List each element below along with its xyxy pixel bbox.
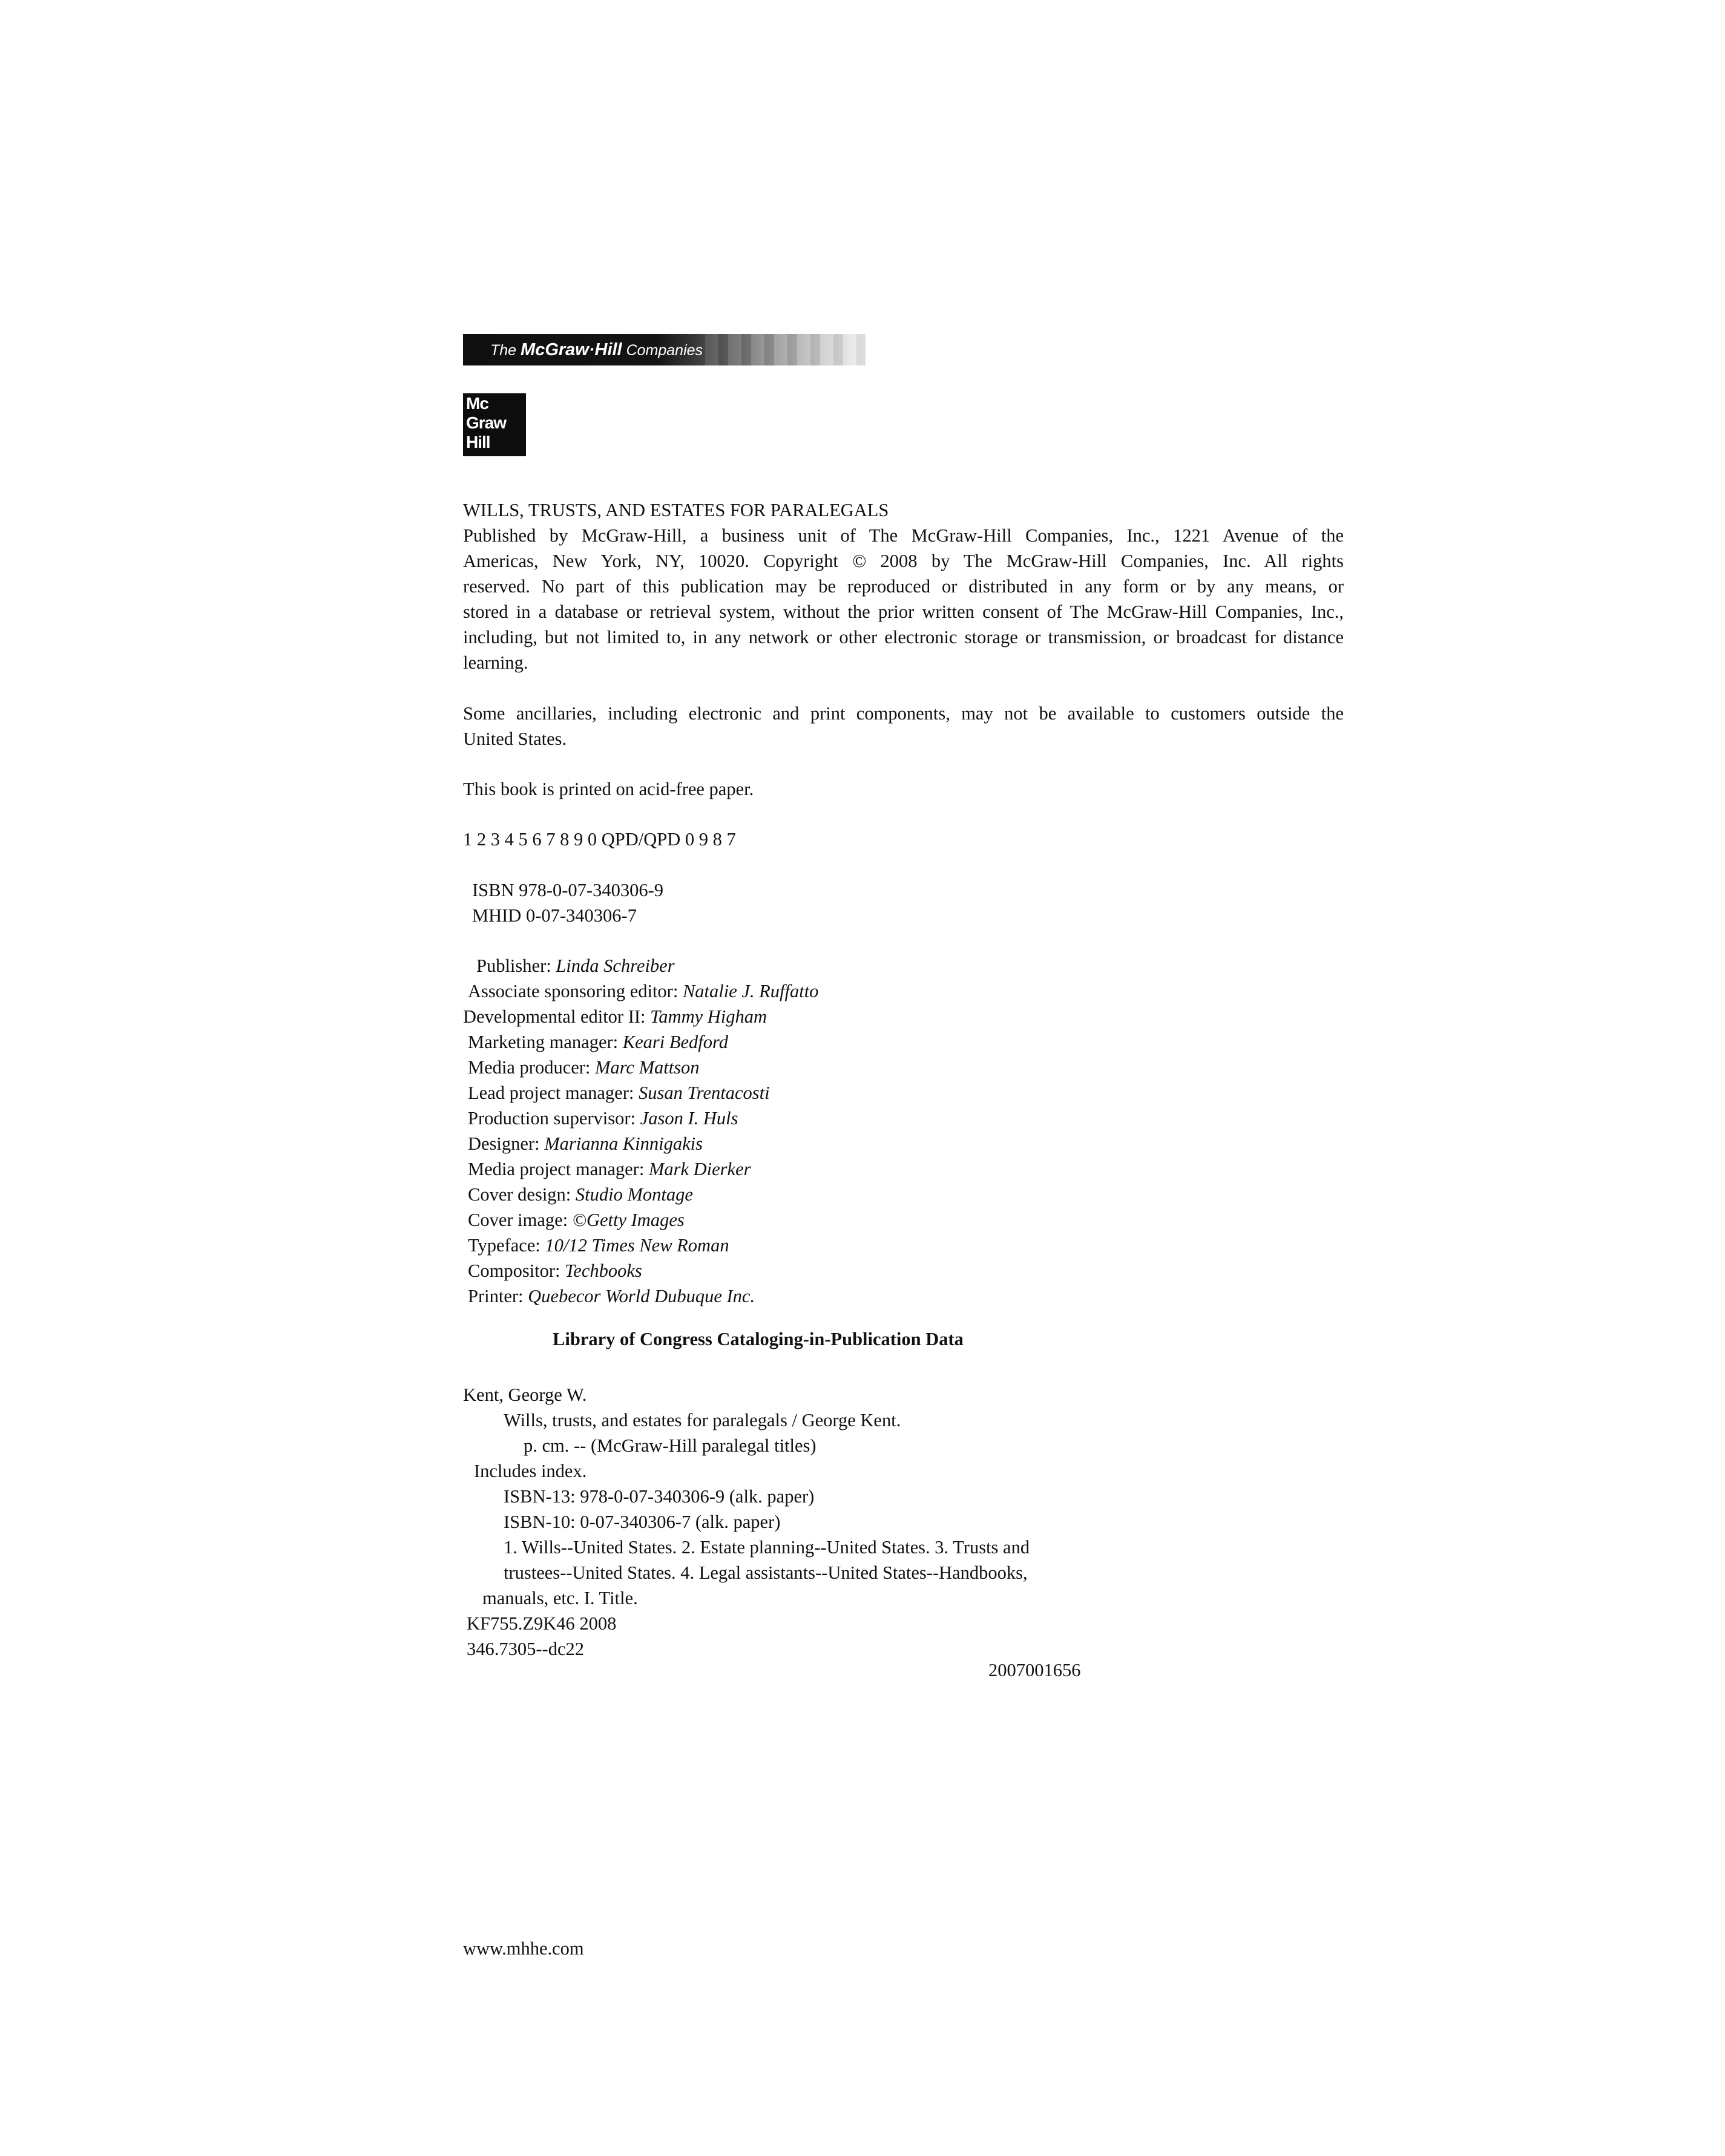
credit-production-supervisor: Production supervisor: Jason I. Huls <box>468 1108 738 1129</box>
credit-typeface: Typeface: 10/12 Times New Roman <box>468 1235 729 1256</box>
credit-associate-sponsoring-editor: Associate sponsoring editor: Natalie J. Ruffatto <box>468 981 819 1001</box>
banner-gradient-stripes <box>705 334 866 365</box>
copyright-line: reserved. No part of this publication may be reproduced or distributed in any form or by any means, or <box>463 576 1344 597</box>
credit-printer: Printer: Quebecor World Dubuque Inc. <box>468 1286 755 1306</box>
mcgraw-hill-logo <box>463 393 526 456</box>
logo-line-3: Hill <box>466 433 490 451</box>
cip-author: Kent, George W. <box>463 1384 587 1405</box>
cip-record <box>463 1382 1030 1662</box>
credit-media-producer: Media producer: Marc Mattson <box>468 1057 700 1078</box>
cip-title: Wills, trusts, and estates for paralegals / George Kent. <box>504 1410 901 1430</box>
credit-cover-image: Cover image: ©Getty Images <box>468 1210 685 1230</box>
credit-lead-project-manager: Lead project manager: Susan Trentacosti <box>468 1083 770 1103</box>
cip-subjects: 1. Wills--United States. 2. Estate planning--United States. 3. Trusts and <box>504 1537 1030 1558</box>
cip-isbn13: ISBN-13: 978-0-07-340306-9 (alk. paper) <box>504 1486 815 1507</box>
banner-brand: McGraw·Hill <box>521 340 622 359</box>
credits-list <box>463 953 818 1309</box>
isbn: ISBN 978-0-07-340306-9 <box>472 880 663 900</box>
credit-marketing-manager: Marketing manager: Keari Bedford <box>468 1032 728 1052</box>
copyright-notice <box>463 497 1344 675</box>
copyright-line: learning. <box>463 652 528 673</box>
credit-publisher: Publisher: Linda Schreiber <box>476 955 675 976</box>
banner-prefix: The <box>490 342 521 359</box>
footer-url: www.mhhe.com <box>463 1938 584 1959</box>
banner-text <box>490 340 703 360</box>
logo-line-1: Mc <box>466 394 488 413</box>
print-line: 1 2 3 4 5 6 7 8 9 0 QPD/QPD 0 9 8 7 <box>463 829 736 850</box>
mhid: MHID 0-07-340306-7 <box>472 905 637 926</box>
cip-isbn10: ISBN-10: 0-07-340306-7 (alk. paper) <box>504 1512 781 1532</box>
logo-line-2: Graw <box>466 413 507 432</box>
credit-developmental-editor: Developmental editor II: Tammy Higham <box>463 1006 767 1027</box>
book-title: WILLS, TRUSTS, AND ESTATES FOR PARALEGALS <box>463 500 889 520</box>
credit-media-project-manager: Media project manager: Mark Dierker <box>468 1159 751 1179</box>
credit-designer: Designer: Marianna Kinnigakis <box>468 1133 703 1154</box>
ancillaries-note <box>463 701 1344 752</box>
cip-dewey: 346.7305--dc22 <box>467 1639 584 1659</box>
cip-subjects: trustees--United States. 4. Legal assistants--United States--Handbooks, <box>504 1562 1028 1583</box>
banner-suffix: Companies <box>622 342 703 359</box>
cip-lc-class: KF755.Z9K46 2008 <box>467 1613 617 1634</box>
cip-includes: Includes index. <box>474 1461 587 1481</box>
ancillaries-line: Some ancillaries, including electronic and print components, may not be available to customers outside the <box>463 703 1344 724</box>
copyright-line: Americas, New York, NY, 10020. Copyright © 2008 by The McGraw-Hill Companies, Inc. All rights <box>463 551 1344 571</box>
copyright-line: Published by McGraw-Hill, a business unit of The McGraw-Hill Companies, Inc., 1221 Avenue of the <box>463 525 1344 546</box>
identifiers <box>472 877 663 928</box>
cip-physical: p. cm. -- (McGraw-Hill paralegal titles) <box>524 1435 816 1456</box>
publisher-banner <box>463 334 866 365</box>
credit-compositor: Compositor: Techbooks <box>468 1260 642 1281</box>
cip-heading: Library of Congress Cataloging-in-Publication Data <box>553 1329 964 1349</box>
copyright-line: including, but not limited to, in any network or other electronic storage or transmission, or broadcast for distance <box>463 627 1344 647</box>
cip-subjects: manuals, etc. I. Title. <box>482 1588 638 1608</box>
credit-cover-design: Cover design: Studio Montage <box>468 1184 693 1205</box>
paper-note: This book is printed on acid-free paper. <box>463 779 754 799</box>
cip-lccn: 2007001656 <box>988 1660 1081 1680</box>
copyright-line: stored in a database or retrieval system, without the prior written consent of The McGraw-Hill Companies, Inc., <box>463 601 1344 622</box>
ancillaries-line: United States. <box>463 729 567 749</box>
